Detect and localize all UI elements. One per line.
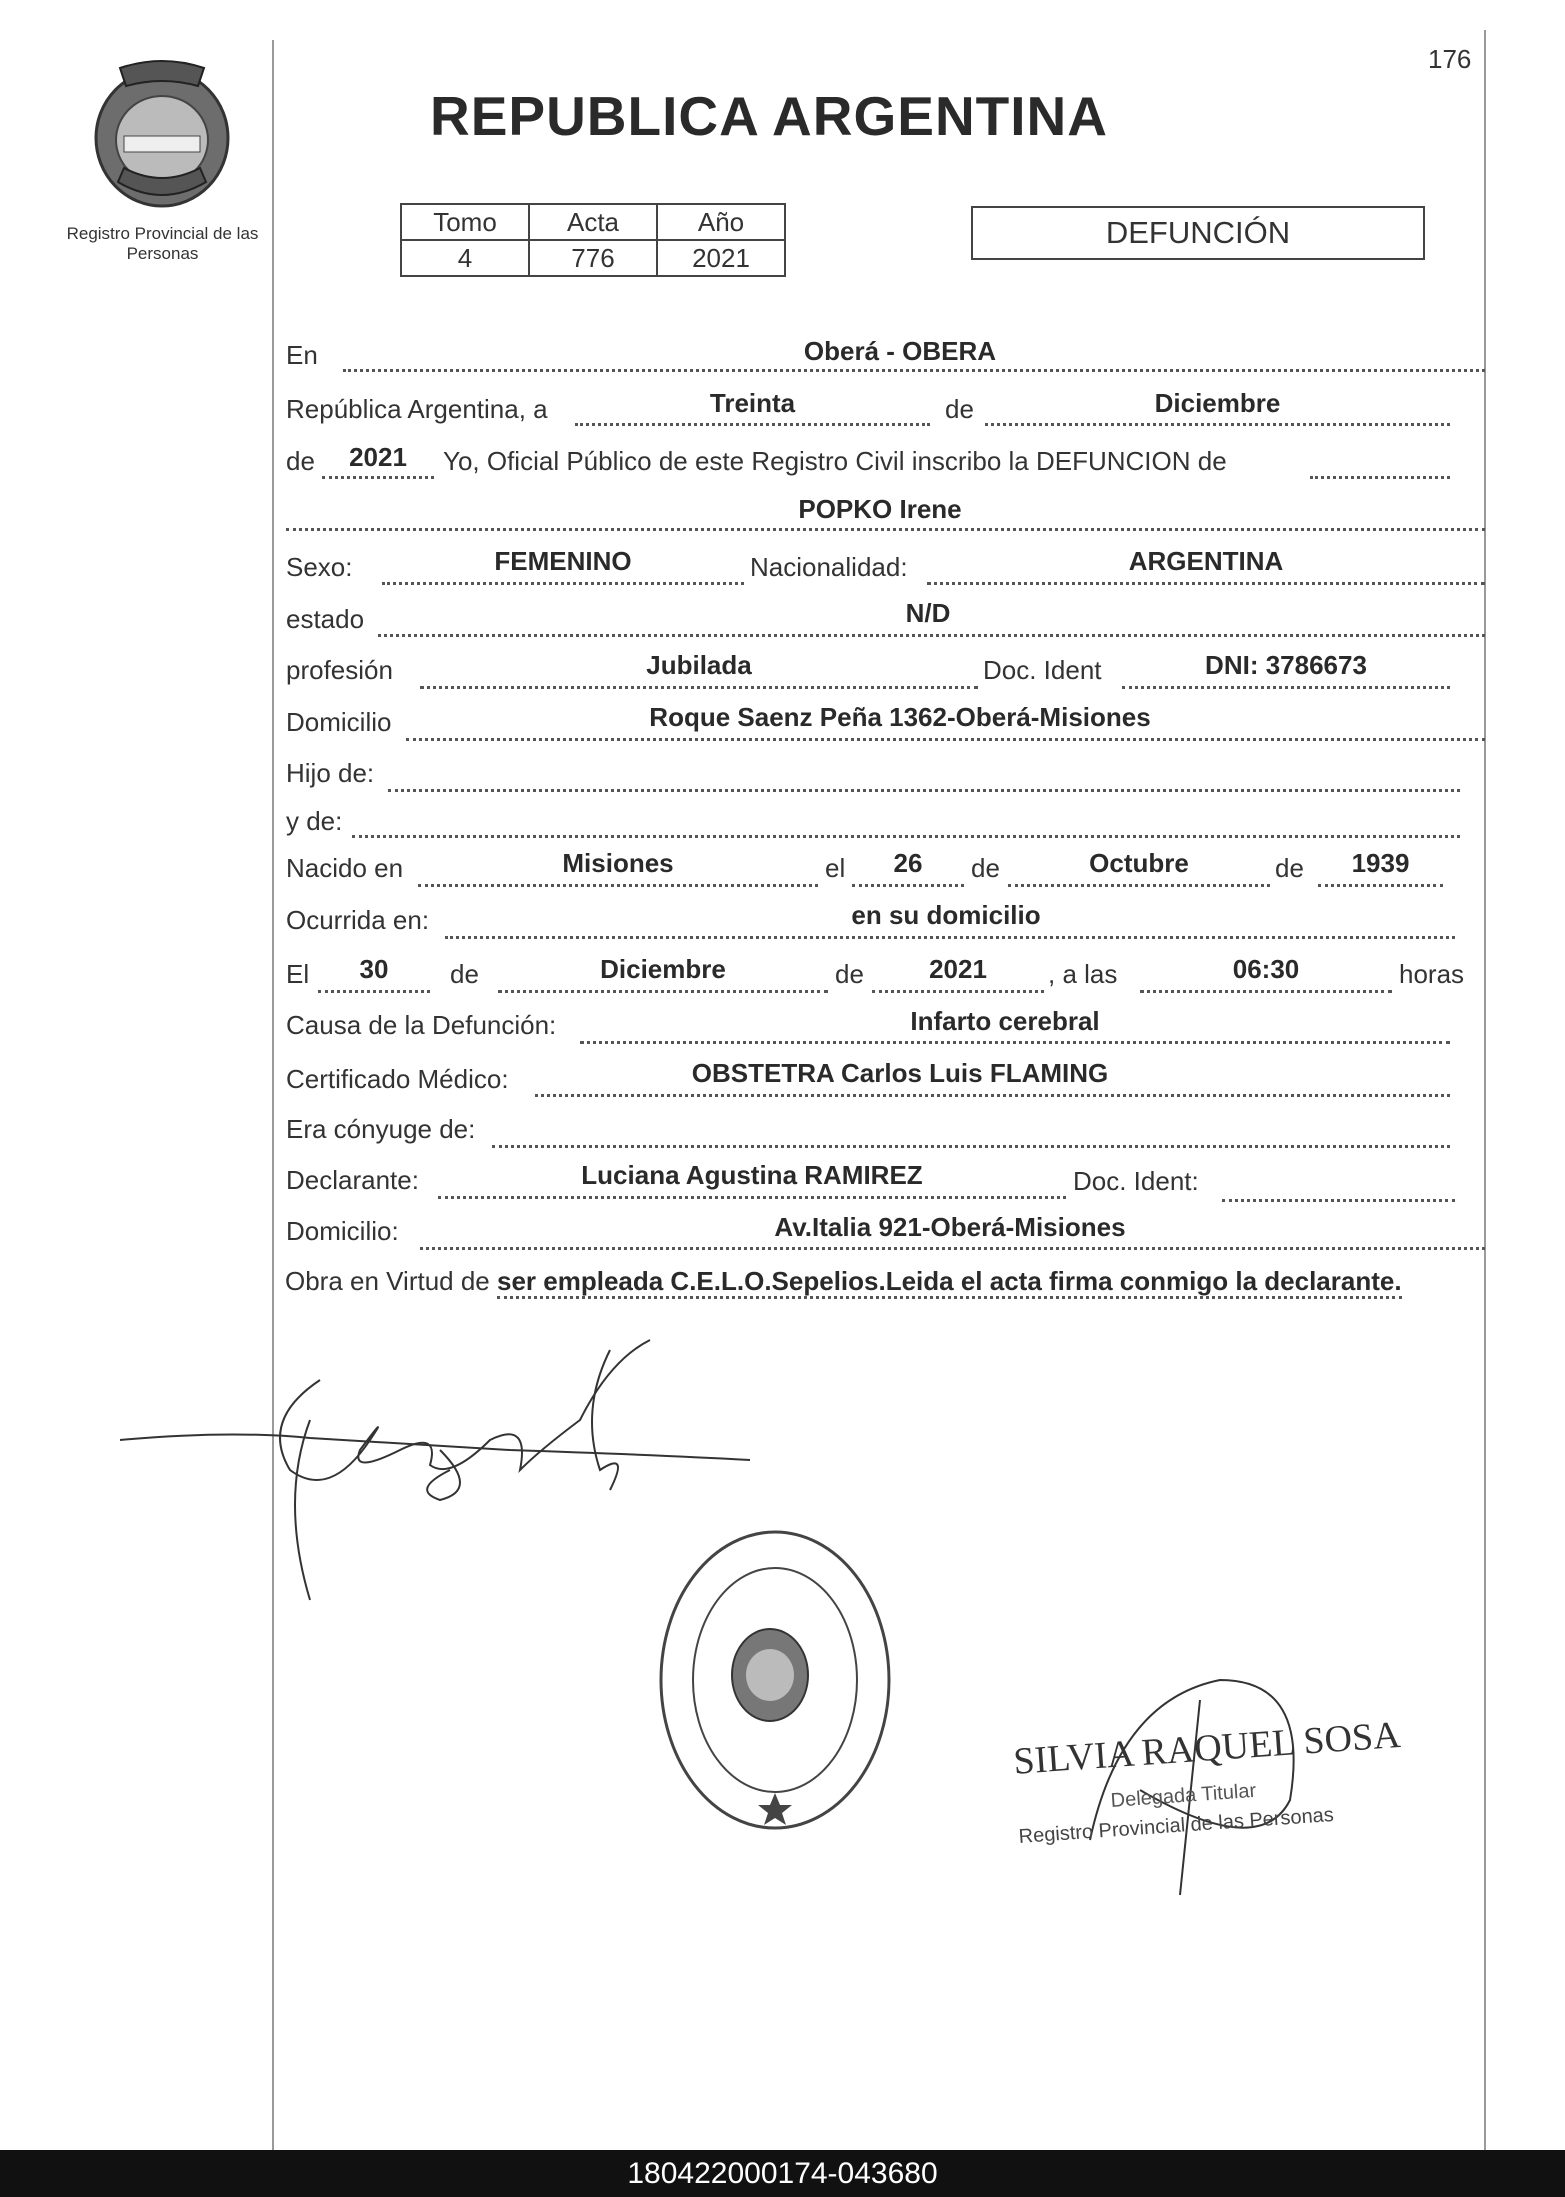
dotted-line: [1122, 686, 1450, 689]
tomo-label: Tomo: [401, 204, 529, 240]
domicilio-value: Roque Saenz Peña 1362-Oberá-Misiones: [649, 702, 1151, 732]
dotted-line: [985, 423, 1450, 426]
estado-value: N/D: [905, 598, 951, 628]
anio-label: Año: [657, 204, 785, 240]
dotted-line: [872, 990, 1044, 993]
dotted-line: [575, 423, 930, 426]
causa-value: Infarto cerebral: [910, 1006, 1100, 1036]
obra-label: Obra en Virtud de: [285, 1266, 490, 1296]
death-year-value: 2021: [929, 954, 987, 984]
day-text-value: Treinta: [709, 388, 796, 418]
profesion-value: Jubilada: [646, 650, 752, 680]
certificado-value: OBSTETRA Carlos Luis FLAMING: [691, 1058, 1109, 1088]
de-label: de: [1275, 853, 1304, 883]
de-label: de: [971, 853, 1000, 883]
doc-ident-value: DNI: 3786673: [1205, 650, 1367, 680]
sexo-value: FEMENINO: [494, 546, 632, 576]
certificado-label: Certificado Médico:: [286, 1064, 509, 1094]
deceased-name: POPKO Irene: [798, 494, 962, 524]
dotted-line: [1008, 884, 1270, 887]
official-role: Delegada Titular: [1110, 1779, 1257, 1812]
tomo-acta-anio-table: [400, 203, 786, 277]
nacionalidad-label: Nacionalidad:: [750, 552, 908, 582]
record-type-box: DEFUNCIÓN: [971, 206, 1425, 260]
birth-day-value: 26: [893, 848, 923, 878]
dotted-line: [378, 634, 1485, 637]
conyuge-label: Era cónyuge de:: [286, 1114, 476, 1144]
ocurrida-label: Ocurrida en:: [286, 905, 430, 935]
official-stamp: [655, 1525, 895, 1835]
dotted-line: [352, 835, 1460, 838]
de-label: de: [286, 446, 315, 476]
dotted-line: [1310, 476, 1450, 479]
dotted-line: [420, 686, 978, 689]
dotted-line: [286, 528, 1485, 531]
domicilio2-label: Domicilio:: [286, 1216, 399, 1246]
dotted-line: [382, 582, 744, 585]
anio-value: 2021: [657, 240, 785, 276]
dotted-line: [498, 990, 828, 993]
dotted-line: [1140, 990, 1392, 993]
birth-year-value: 1939: [1351, 848, 1410, 878]
nacido-label: Nacido en: [286, 853, 404, 883]
dotted-line: [418, 884, 818, 887]
acta-value: 776: [529, 240, 657, 276]
footer-code: 180422000174-043680: [0, 2150, 1565, 2197]
dotted-line: [445, 936, 1455, 939]
dotted-line: [492, 1145, 1450, 1148]
misiones-emblem: [90, 58, 235, 210]
ocurrida-value: en su domicilio: [851, 900, 1041, 930]
dotted-line: [343, 369, 1485, 372]
dotted-line: [1318, 884, 1443, 887]
dotted-line: [388, 789, 1460, 792]
dotted-line: [927, 582, 1485, 585]
domicilio-label: Domicilio: [286, 707, 392, 737]
el2-label: El: [286, 959, 310, 989]
yde-label: y de:: [286, 806, 343, 836]
month-value: Diciembre: [1154, 388, 1281, 418]
el-label: el: [825, 853, 846, 883]
republica-label: República Argentina, a: [286, 394, 548, 424]
nacido-value: Misiones: [562, 848, 674, 878]
declarante-value: Luciana Agustina RAMIREZ: [581, 1160, 923, 1190]
doc-ident2-label: Doc. Ident:: [1073, 1166, 1199, 1196]
profesion-label: profesión: [286, 655, 393, 685]
en-label: En: [286, 340, 318, 370]
dotted-line: [580, 1041, 1450, 1044]
domicilio2-value: Av.Italia 921-Oberá-Misiones: [774, 1212, 1126, 1242]
nacionalidad-value: ARGENTINA: [1128, 546, 1284, 576]
dotted-line: [438, 1196, 1066, 1199]
dotted-line: [318, 990, 430, 993]
dotted-line: [1222, 1199, 1455, 1202]
page-number: 176: [1428, 44, 1472, 74]
registry-name: Registro Provincial de las Personas: [66, 224, 259, 263]
de-label: de: [945, 394, 974, 424]
hijo-label: Hijo de:: [286, 758, 375, 788]
obra-value: ser empleada C.E.L.O.Sepelios.Leida el acta firma conmigo la declarante.: [497, 1266, 1402, 1299]
place-value: Oberá - OBERA: [803, 336, 997, 366]
right-margin-line: [1484, 30, 1486, 2150]
sexo-label: Sexo:: [286, 552, 353, 582]
death-month-value: Diciembre: [600, 954, 726, 984]
doc-ident-label: Doc. Ident: [983, 655, 1102, 685]
dotted-line: [535, 1094, 1450, 1097]
causa-label: Causa de la Defunción:: [286, 1010, 557, 1040]
dotted-line: [420, 1247, 1485, 1250]
dotted-line: [406, 738, 1485, 741]
acta-label: Acta: [529, 204, 657, 240]
death-day-value: 30: [359, 954, 389, 984]
estado-label: estado: [286, 604, 365, 634]
official-organization: Registro Provincial de las Personas: [1018, 1803, 1335, 1848]
horas-label: horas: [1399, 959, 1465, 989]
dotted-line: [322, 476, 434, 479]
dotted-line: [852, 884, 964, 887]
year-value: 2021: [349, 442, 407, 472]
tomo-value: 4: [401, 240, 529, 276]
declarante-label: Declarante:: [286, 1165, 419, 1195]
left-margin-line: [272, 40, 274, 2150]
de-label: de: [835, 959, 864, 989]
oficial-text: Yo, Oficial Público de este Registro Civil inscribo la DEFUNCION de: [443, 446, 1227, 476]
a-las-label: , a las: [1048, 959, 1118, 989]
de-label: de: [450, 959, 479, 989]
official-name: SILVIA RAQUEL SOSA: [1012, 1713, 1402, 1783]
obra-paragraph: [285, 1262, 1485, 1300]
death-time-value: 06:30: [1232, 954, 1300, 984]
birth-month-value: Octubre: [1089, 848, 1189, 878]
document-title: REPUBLICA ARGENTINA: [430, 85, 1108, 147]
